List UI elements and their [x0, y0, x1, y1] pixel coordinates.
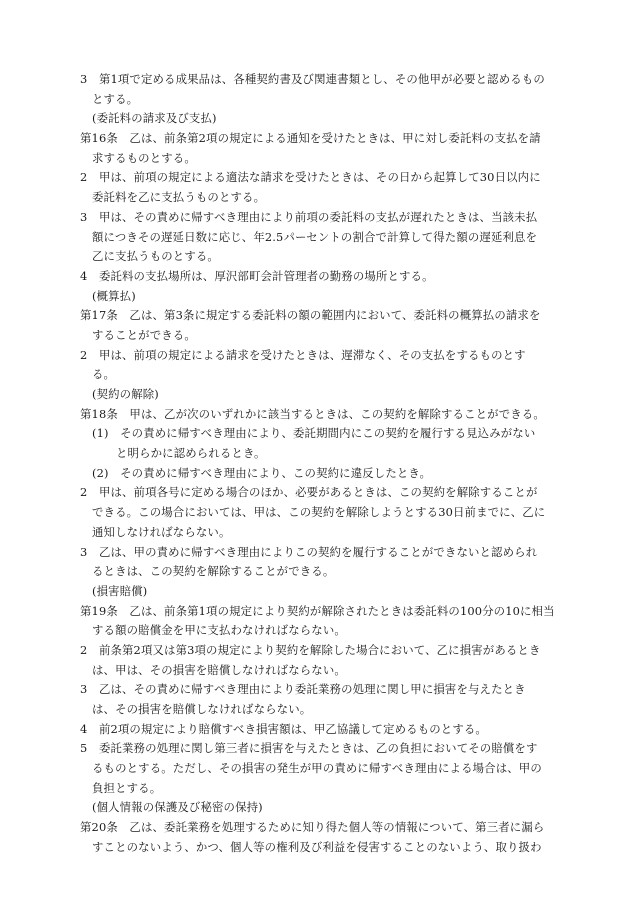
text-line: 3 乙は、その責めに帰すべき理由により委託業務の処理に関し甲に損害を与えたとき [80, 682, 526, 697]
text-line: (損害賠償) [92, 583, 148, 598]
text-line: すことのないよう、かつ、個人等の権利及び利益を侵害することのないよう、取り扱わ [92, 839, 542, 854]
text-line: 委託料を乙に支払うものとする。 [92, 190, 266, 205]
text-line: (概算払) [92, 288, 136, 303]
text-line: る。 [92, 367, 116, 382]
text-line: 額につきその遅延日数に応じ、年2.5パーセントの割合で計算して得た額の遅延利息を [92, 229, 538, 244]
text-line: は、甲は、その損害を賠償しなければならない。 [92, 662, 346, 677]
text-line: できる。この場合においては、甲は、この契約を解除しようとする30日前までに、乙に [92, 505, 546, 520]
text-line: 2 甲は、前項各号に定める場合のほか、必要があるときは、この契約を解除することが [80, 485, 538, 500]
text-line: 乙に支払うものとする。 [92, 249, 219, 264]
text-line: 第17条 乙は、第3条に規定する委託料の額の範囲内において、委託料の概算払の請求を [80, 308, 541, 323]
text-line: るときは、この契約を解除することができる。 [92, 564, 335, 579]
text-line: (個人情報の保護及び秘密の保持) [92, 800, 263, 815]
text-line: 求するものとする。 [92, 150, 196, 165]
text-line: (1) その責めに帰すべき理由により、委託期間内にこの契約を履行する見込みがない [92, 426, 536, 441]
text-line: るものとする。ただし、その損害の発生が甲の責めに帰すべき理由による場合は、甲の [92, 761, 542, 776]
text-line: 2 甲は、前項の規定による請求を受けたときは、遅滞なく、その支払をするものとす [80, 347, 526, 362]
text-line: 4 前2項の規定により賠償すべき損害額は、甲乙協議して定めるものとする。 [80, 721, 487, 736]
document-page [80, 70, 560, 858]
text-line: 第16条 乙は、前条第2項の規定による通知を受けたときは、甲に対し委託料の支払を請 [80, 131, 541, 146]
text-line: は、その損害を賠償しなければならない。 [92, 702, 312, 716]
text-line: する額の賠償金を甲に支払わなければならない。 [92, 623, 346, 638]
text-line: 3 乙は、甲の責めに帰すべき理由によりこの契約を履行することができないと認められ [80, 544, 538, 559]
text-line: (2) その責めに帰すべき理由により、この契約に違反したとき。 [92, 465, 432, 480]
text-line: 第19条 乙は、前条第1項の規定により契約が解除されたときは委託料の100分の10に相当 [80, 603, 555, 618]
text-line: 第20条 乙は、委託業務を処理するために知り得た個人等の情報について、第三者に漏ら [80, 820, 545, 835]
text-line: 5 委託業務の処理に関し第三者に損害を与えたときは、乙の負担においてその賠償をす [80, 741, 538, 756]
text-line: 3 第1項で定める成果品は、各種契約書及び関連書類とし、その他甲が必要と認めるもの [80, 72, 545, 86]
text-line: 通知しなければならない。 [92, 524, 231, 539]
text-line: (契約の解除) [92, 387, 159, 401]
text-line: 3 甲は、その責めに帰すべき理由により前項の委託料の支払が遅れたときは、当該未払 [80, 209, 538, 224]
text-line: 4 委託料の支払場所は、厚沢部町会計管理者の勤務の場所とする。 [80, 268, 434, 283]
text-line: 2 前条第2項又は第3項の規定により契約を解除した場合において、乙に損害があるとき [80, 642, 541, 657]
text-line: 負担とする。 [92, 780, 162, 795]
text-line: とする。 [92, 91, 139, 106]
text-line: することができる。 [92, 327, 196, 342]
text-line: 第18条 甲は、乙が次のいずれかに該当するときは、この契約を解除することができる。 [80, 406, 545, 421]
text-line: (委託料の請求及び支払) [92, 111, 217, 126]
text-line: 2 甲は、前項の規定による適法な請求を受けたときは、その日から起算して30日以内に [80, 170, 541, 185]
text-line: と明らかに認められるとき。 [116, 446, 266, 461]
